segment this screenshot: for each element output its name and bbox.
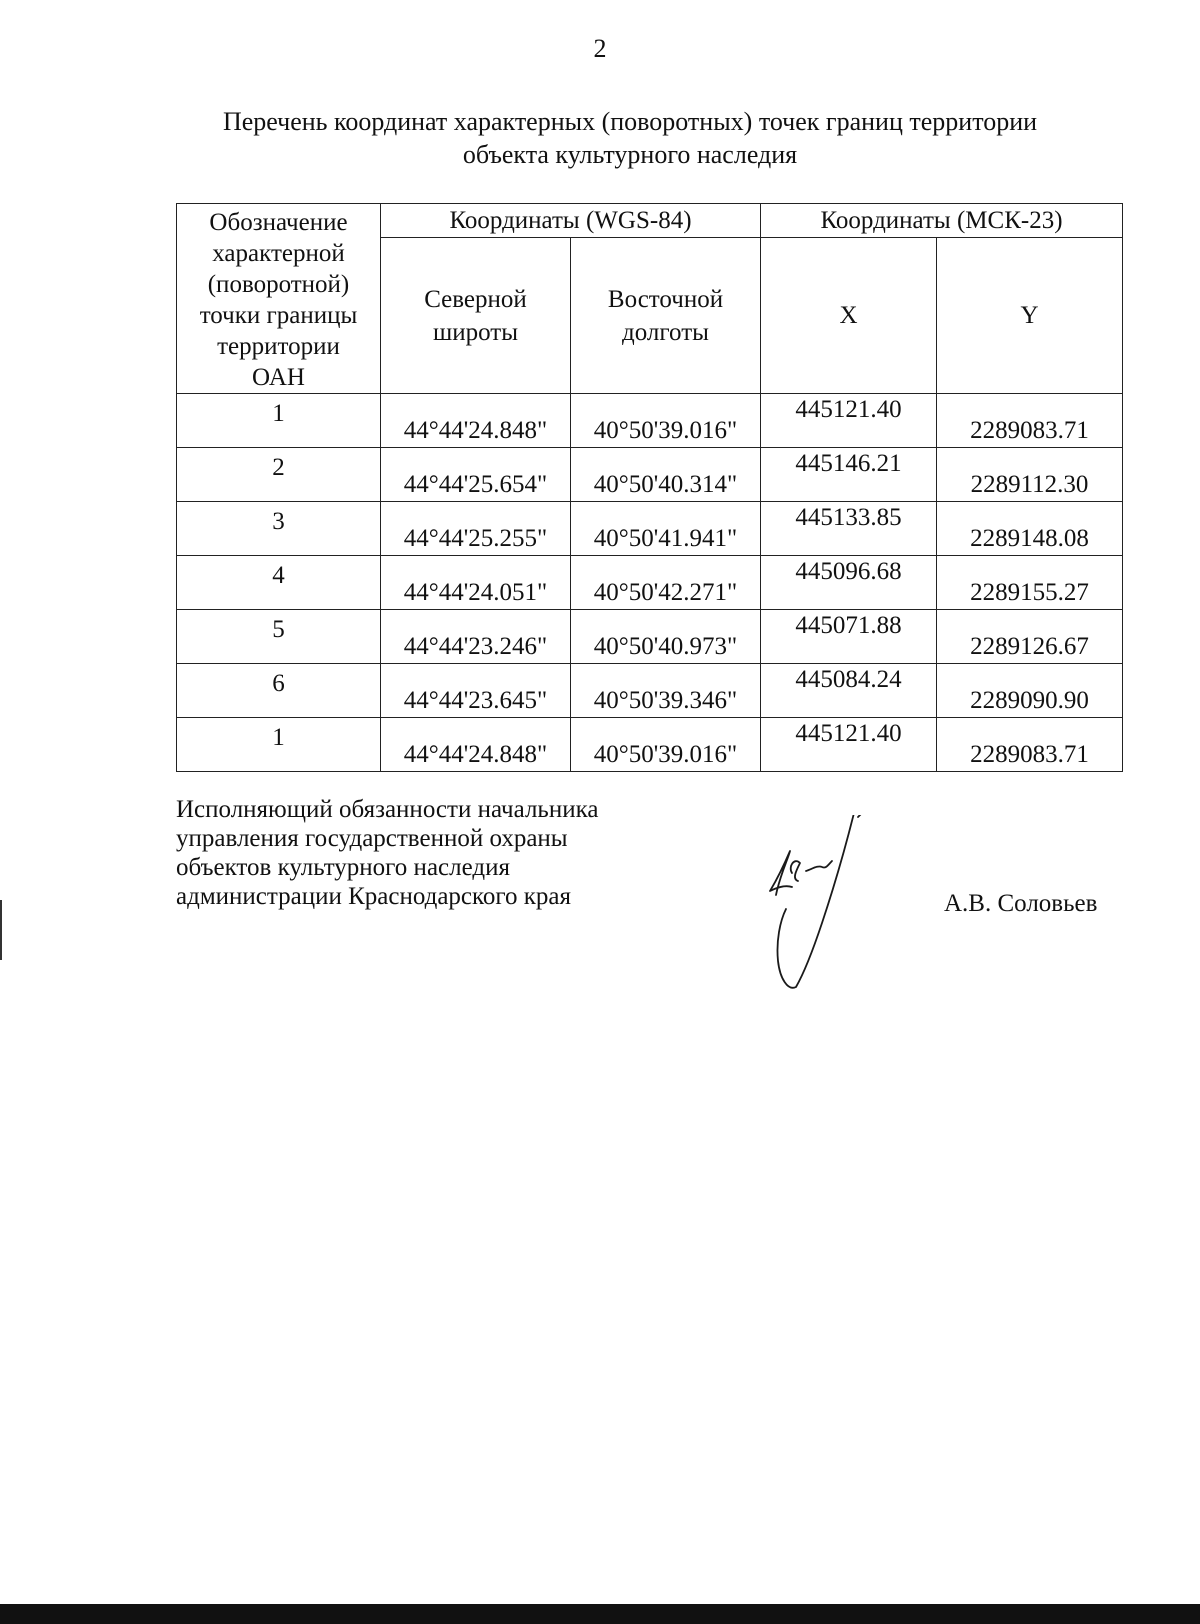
header-line: Северной <box>424 285 527 313</box>
longitude-header <box>571 238 761 394</box>
latitude-cell: 44°44'24.848" <box>381 718 571 772</box>
table-row <box>177 394 1123 448</box>
document-title-line: объекта культурного наследия <box>462 140 798 169</box>
longitude-cell: 40°50'42.271" <box>571 556 761 610</box>
latitude-cell: 44°44'23.246" <box>381 610 571 664</box>
x-cell: 445146.21 <box>761 448 937 502</box>
scan-bottom-edge <box>0 1604 1200 1624</box>
header-line: точки границы <box>199 302 358 329</box>
header-line: Обозначение <box>209 209 348 236</box>
y-cell: 2289090.90 <box>937 664 1123 718</box>
y-cell: 2289083.71 <box>937 718 1123 772</box>
point-number-cell: 5 <box>177 610 381 664</box>
msk23-group-header: Координаты (МСК-23) <box>761 204 1123 238</box>
y-cell: 2289112.30 <box>937 448 1123 502</box>
y-cell: 2289148.08 <box>937 502 1123 556</box>
latitude-cell: 44°44'24.848" <box>381 394 571 448</box>
signer-position-line: объектов культурного наследия <box>176 854 510 881</box>
table-row <box>177 448 1123 502</box>
signer-position <box>176 795 598 911</box>
longitude-cell: 40°50'39.346" <box>571 664 761 718</box>
x-cell: 445121.40 <box>761 718 937 772</box>
x-cell: 445084.24 <box>761 664 937 718</box>
table-row <box>177 718 1123 772</box>
table-row <box>177 502 1123 556</box>
x-cell: 445133.85 <box>761 502 937 556</box>
x-cell: 445096.68 <box>761 556 937 610</box>
header-line: широты <box>432 318 519 346</box>
point-number-cell: 1 <box>177 394 381 448</box>
latitude-header <box>381 238 571 394</box>
scan-edge-mark <box>0 900 2 960</box>
wgs84-group-header: Координаты (WGS-84) <box>381 204 761 238</box>
page-number: 2 <box>593 34 607 63</box>
latitude-cell: 44°44'25.255" <box>381 502 571 556</box>
longitude-cell: 40°50'39.016" <box>571 718 761 772</box>
header-line: ОАН <box>252 364 305 391</box>
y-cell: 2289083.71 <box>937 394 1123 448</box>
longitude-cell: 40°50'40.314" <box>571 448 761 502</box>
point-number-cell: 6 <box>177 664 381 718</box>
latitude-cell: 44°44'25.654" <box>381 448 571 502</box>
longitude-cell: 40°50'41.941" <box>571 502 761 556</box>
y-header: Y <box>937 238 1123 394</box>
x-header: X <box>761 238 937 394</box>
point-number-cell: 2 <box>177 448 381 502</box>
table-row <box>177 610 1123 664</box>
point-number-cell: 4 <box>177 556 381 610</box>
header-line: территории <box>217 333 340 360</box>
point-number-cell: 1 <box>177 718 381 772</box>
table-row <box>177 664 1123 718</box>
longitude-cell: 40°50'39.016" <box>571 394 761 448</box>
latitude-cell: 44°44'24.051" <box>381 556 571 610</box>
point-number-cell: 3 <box>177 502 381 556</box>
header-line: долготы <box>622 318 709 346</box>
table-row <box>177 556 1123 610</box>
header-line: характерной <box>212 240 345 267</box>
header-line: (поворотной) <box>207 271 350 298</box>
signer-position-line: управления государственной охраны <box>176 825 568 852</box>
signer-name: А.В. Соловьев <box>944 890 1098 917</box>
coordinates-table <box>176 203 1123 772</box>
latitude-cell: 44°44'23.645" <box>381 664 571 718</box>
header-line: Восточной <box>607 285 724 313</box>
point-designation-header <box>177 204 381 394</box>
document-title-line: Перечень координат характерных (поворотных) точек границ территории <box>222 107 1038 136</box>
y-cell: 2289126.67 <box>937 610 1123 664</box>
signer-position-line: администрации Краснодарского края <box>176 883 572 910</box>
handwritten-signature <box>762 815 892 1000</box>
x-cell: 445121.40 <box>761 394 937 448</box>
y-cell: 2289155.27 <box>937 556 1123 610</box>
x-cell: 445071.88 <box>761 610 937 664</box>
signer-position-line: Исполняющий обязанности начальника <box>176 796 599 823</box>
document-title <box>140 105 1120 171</box>
longitude-cell: 40°50'40.973" <box>571 610 761 664</box>
